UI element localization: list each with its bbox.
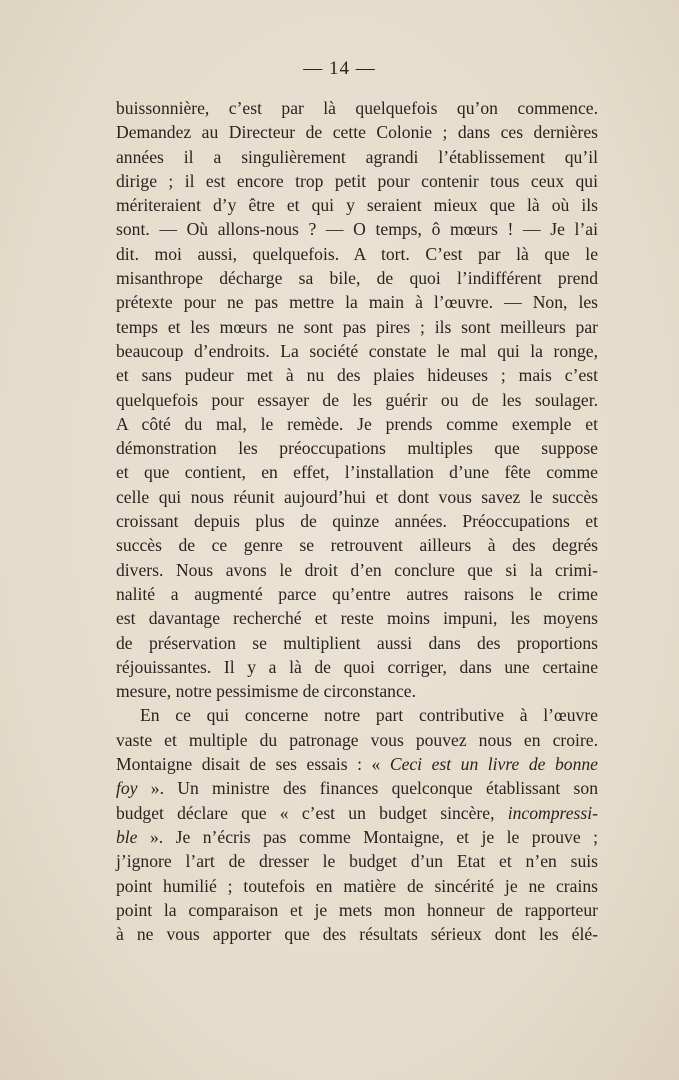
text-line: vaste et multiple du patronage vous pouvez nous en croire.	[116, 729, 598, 750]
text-line: à ne vous apporter que des résultats sérieux dont les élé-	[116, 924, 598, 945]
text-line: celle qui nous réunit aujourd’hui et dont vous savez le succès	[116, 486, 598, 507]
italic-word: incompressi-	[507, 802, 598, 823]
text-line: quelquefois pour essayer de les guérir ou de les soulager.	[116, 389, 598, 410]
text-line: Demandez au Directeur de cette Colonie ; dans ces dernières	[116, 122, 598, 143]
text-line: divers. Nous avons le droit d’en conclure que si la crimi-	[116, 559, 598, 580]
text-line: j’ignore l’art de dresser le budget d’un Etat et n’en suis	[116, 851, 598, 872]
text-line: dit. moi aussi, quelquefois. A tort. C’est par là que le	[116, 243, 598, 264]
text-line: prétexte pour ne pas mettre la main à l’œuvre. — Non, les	[116, 292, 598, 313]
text-line: point humilié ; toutefois en matière de sincérité je ne crains	[116, 875, 598, 896]
text-fragment: ». Un ministre des finances quelconque établissant son	[137, 778, 598, 799]
text-line: En ce qui concerne notre part contributive à l’œuvre	[140, 705, 598, 726]
text-line: temps et les mœurs ne sont pas pires ; ils sont meilleurs par	[116, 316, 598, 337]
text-line: succès de ce genre se retrouvent ailleurs à des degrés	[116, 535, 598, 556]
text-line: point la comparaison et je mets mon honneur de rapporteur	[116, 899, 598, 920]
text-fragment: Montaigne disait de ses essais : «	[116, 754, 390, 775]
text-fragment: budget déclare que « c’est un budget sincère,	[116, 802, 508, 823]
italic-quote: foy	[116, 778, 138, 799]
text-line: beaucoup d’endroits. La société constate le mal qui la ronge,	[116, 340, 598, 361]
italic-quote: Ceci est un livre de bonne	[389, 754, 598, 775]
text-line: réjouissantes. Il y a là de quoi corriger, dans une certaine	[116, 656, 598, 677]
text-line: buissonnière, c’est par là quelquefois qu’on commence.	[116, 98, 598, 118]
page-number: — 14 —	[303, 58, 376, 79]
text-line: dirige ; il est encore trop petit pour contenir tous ceux qui	[116, 170, 598, 191]
text-fragment: ». Je n’écris pas comme Montaigne, et je le prouve ;	[137, 826, 598, 847]
text-line: est davantage recherché et reste moins impuni, les moyens	[116, 608, 598, 629]
text-line: démonstration les préoccupations multiples que suppose	[116, 438, 598, 459]
text-line: sont. — Où allons-nous ? — O temps, ô mœurs ! — Je l’ai	[116, 219, 598, 240]
text-line: misanthrope décharge sa bile, de quoi l’indifférent prend	[116, 268, 598, 289]
text-line-with-quote	[116, 776, 598, 800]
text-line: nalité a augmenté parce qu’entre autres raisons le crime	[116, 583, 598, 604]
text-line: années il a singulièrement agrandi l’établissement qu’il	[116, 146, 598, 167]
text-line-with-quote	[116, 752, 598, 776]
text-line: mesure, notre pessimisme de circonstance.	[116, 681, 416, 702]
italic-word: ble	[116, 826, 138, 847]
text-line: mériteraient d’y être et qui y seraient mieux que là où ils	[116, 195, 598, 216]
text-line: et que contient, en effet, l’installation d’une fête comme	[116, 462, 598, 483]
text-line-with-italic	[116, 801, 598, 825]
text-line: croissant depuis plus de quinze années. Préoccupations et	[116, 511, 598, 532]
text-line-with-italic	[116, 825, 598, 849]
body-text	[116, 96, 598, 946]
text-line: et sans pudeur met à nu des plaies hideuses ; mais c’est	[116, 365, 598, 386]
text-line: de préservation se multiplient aussi dans des proportions	[116, 632, 598, 653]
text-line: A côté du mal, le remède. Je prends comme exemple et	[116, 413, 598, 434]
